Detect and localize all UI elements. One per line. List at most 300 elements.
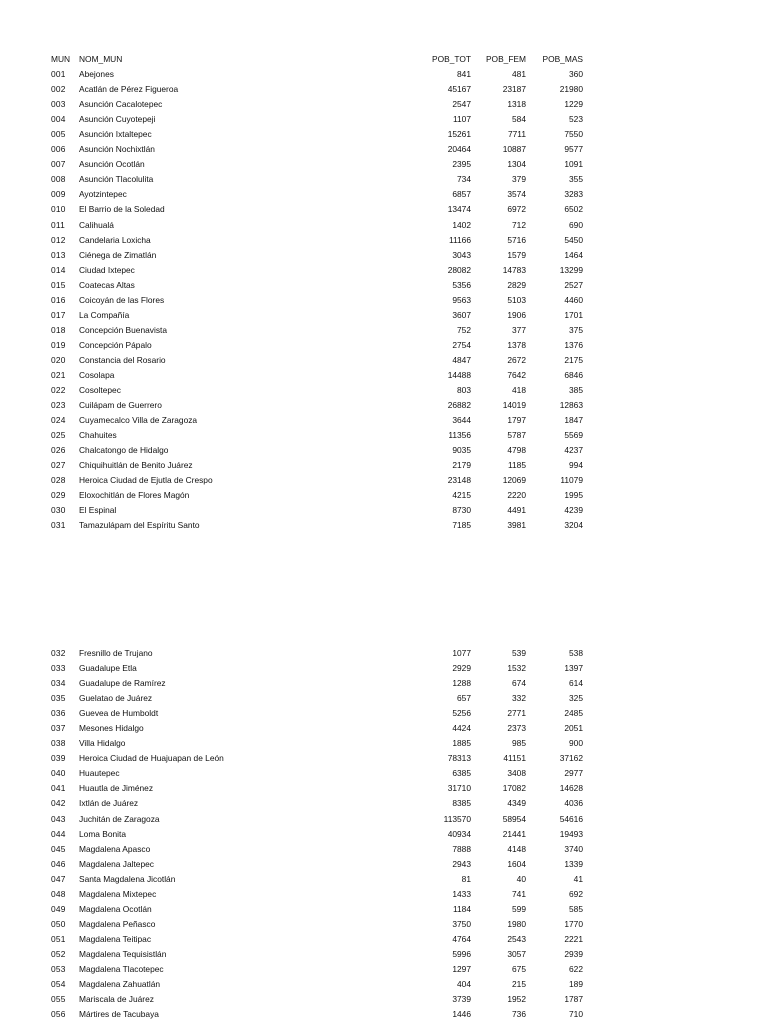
pob-tot-cell: 2179 bbox=[452, 460, 471, 471]
pob-fem-cell: 1304 bbox=[507, 159, 526, 170]
pob-mas-cell: 523 bbox=[569, 114, 583, 125]
pob-mas-cell: 2977 bbox=[564, 768, 583, 779]
pob-tot-cell: 3750 bbox=[452, 918, 471, 929]
table-row bbox=[51, 902, 583, 917]
pob-fem-cell: 674 bbox=[512, 678, 526, 689]
pob-fem-cell: 1378 bbox=[507, 339, 526, 350]
mun-code-cell: 040 bbox=[51, 768, 66, 779]
mun-code-cell: 043 bbox=[51, 813, 66, 824]
pob-mas-cell: 7550 bbox=[564, 129, 583, 140]
pob-fem-cell: 481 bbox=[512, 69, 526, 80]
pob-tot-cell: 4764 bbox=[452, 933, 471, 944]
mun-code-cell: 041 bbox=[51, 783, 66, 794]
pob-tot-cell: 6385 bbox=[452, 768, 471, 779]
pob-mas-cell: 355 bbox=[569, 174, 583, 185]
municipality-name-cell: Acatlán de Pérez Figueroa bbox=[79, 84, 179, 95]
mun-code-cell: 024 bbox=[51, 415, 66, 426]
table-row bbox=[51, 293, 583, 308]
pob-mas-cell: 9577 bbox=[564, 144, 583, 155]
pob-mas-cell: 2527 bbox=[564, 279, 583, 290]
pob-fem-cell: 5103 bbox=[507, 294, 526, 305]
pob-mas-cell: 12863 bbox=[559, 400, 583, 411]
pob-fem-cell: 12069 bbox=[502, 475, 526, 486]
pob-tot-cell: 28082 bbox=[447, 264, 471, 275]
municipality-name-cell: Coicoyán de las Flores bbox=[79, 294, 165, 305]
municipality-name-cell: Villa Hidalgo bbox=[79, 738, 126, 749]
pob-fem-cell: 985 bbox=[512, 738, 526, 749]
mun-code-cell: 023 bbox=[51, 400, 66, 411]
pob-tot-cell: 7888 bbox=[452, 843, 471, 854]
pob-tot-cell: 45167 bbox=[447, 84, 471, 95]
population-table-continued bbox=[51, 646, 583, 1022]
table-row bbox=[51, 781, 583, 796]
pob-tot-cell: 5256 bbox=[452, 708, 471, 719]
pob-tot-cell: 734 bbox=[457, 174, 471, 185]
table-row bbox=[51, 278, 583, 293]
municipality-name-cell: Constancia del Rosario bbox=[79, 354, 166, 365]
table-row bbox=[51, 67, 583, 82]
municipality-name-cell: Guadalupe Etla bbox=[79, 663, 137, 674]
table-row bbox=[51, 308, 583, 323]
municipality-name-cell: Guadalupe de Ramírez bbox=[79, 678, 166, 689]
pob-mas-cell: 1464 bbox=[564, 249, 583, 260]
municipality-name-cell: Huautepec bbox=[79, 768, 120, 779]
table-row bbox=[51, 443, 583, 458]
pob-tot-cell: 1184 bbox=[452, 903, 471, 914]
pob-fem-cell: 5716 bbox=[507, 234, 526, 245]
pob-mas-cell: 1397 bbox=[564, 663, 583, 674]
pob-fem-cell: 10887 bbox=[502, 144, 526, 155]
mun-code-cell: 011 bbox=[51, 219, 65, 230]
pob-fem-cell: 1797 bbox=[507, 415, 526, 426]
pob-tot-cell: 78313 bbox=[447, 753, 471, 764]
pob-mas-cell: 189 bbox=[569, 979, 583, 990]
municipality-name-cell: Mesones Hidalgo bbox=[79, 723, 144, 734]
municipality-name-cell: Magdalena Zahuatlán bbox=[79, 979, 161, 990]
mun-code-cell: 038 bbox=[51, 738, 66, 749]
municipality-name-cell: Coatecas Altas bbox=[79, 279, 135, 290]
pob-fem-cell: 14019 bbox=[502, 400, 526, 411]
pob-tot-cell: 1446 bbox=[452, 1009, 471, 1020]
municipality-name-cell: Asunción Tlacolulita bbox=[79, 174, 154, 185]
table-row bbox=[51, 473, 583, 488]
municipality-name-cell: Loma Bonita bbox=[79, 828, 127, 839]
table-row bbox=[51, 887, 583, 902]
pob-tot-cell: 657 bbox=[457, 693, 471, 704]
mun-code-cell: 027 bbox=[51, 460, 66, 471]
pob-tot-cell: 9035 bbox=[452, 445, 471, 456]
municipality-name-cell: Tamazulápam del Espíritu Santo bbox=[79, 520, 200, 531]
mun-code-cell: 016 bbox=[51, 294, 66, 305]
mun-code-cell: 054 bbox=[51, 979, 66, 990]
pob-fem-cell: 58954 bbox=[502, 813, 526, 824]
pob-tot-cell: 81 bbox=[461, 873, 471, 884]
table-row bbox=[51, 812, 583, 827]
pob-fem-cell: 1906 bbox=[507, 309, 526, 320]
mun-code-cell: 042 bbox=[51, 798, 66, 809]
mun-code-cell: 009 bbox=[51, 189, 66, 200]
municipality-name-cell: El Espinal bbox=[79, 505, 117, 516]
pob-tot-cell: 11356 bbox=[448, 430, 471, 441]
table-row bbox=[51, 706, 583, 721]
table-row bbox=[51, 413, 583, 428]
pob-mas-cell: 54616 bbox=[559, 813, 583, 824]
pob-tot-cell: 40934 bbox=[447, 828, 471, 839]
pob-tot-cell: 23148 bbox=[447, 475, 471, 486]
table-row bbox=[51, 202, 583, 217]
pob-mas-cell: 1376 bbox=[564, 339, 583, 350]
municipality-name-cell: Magdalena Tlacotepec bbox=[79, 963, 164, 974]
pob-mas-cell: 3283 bbox=[564, 189, 583, 200]
mun-code-cell: 039 bbox=[51, 753, 66, 764]
municipality-name-cell: Cosoltepec bbox=[79, 385, 121, 396]
pob-fem-cell: 21441 bbox=[502, 828, 526, 839]
table-row bbox=[51, 661, 583, 676]
pob-fem-cell: 7642 bbox=[507, 369, 526, 380]
mun-code-cell: 007 bbox=[51, 159, 66, 170]
pob-tot-cell: 1077 bbox=[452, 648, 471, 658]
pob-mas-cell: 1091 bbox=[564, 159, 583, 170]
pob-fem-cell: 1980 bbox=[507, 918, 526, 929]
pob-tot-cell: 2943 bbox=[452, 858, 471, 869]
pob-tot-cell: 7185 bbox=[452, 520, 471, 531]
municipality-name-cell: Heroica Ciudad de Ejutla de Crespo bbox=[79, 475, 213, 486]
pob-fem-cell: 2543 bbox=[507, 933, 526, 944]
pob-tot-cell: 1402 bbox=[452, 219, 471, 230]
table-row bbox=[51, 112, 583, 127]
pob-tot-cell: 15261 bbox=[447, 129, 471, 140]
pob-tot-cell: 2754 bbox=[452, 339, 471, 350]
pob-tot-cell: 3607 bbox=[452, 309, 471, 320]
table-row bbox=[51, 842, 583, 857]
table-row bbox=[51, 691, 583, 706]
pob-tot-cell: 1297 bbox=[452, 963, 471, 974]
pob-tot-cell: 20464 bbox=[447, 144, 471, 155]
pob-mas-cell: 1701 bbox=[564, 309, 583, 320]
mun-code-cell: 050 bbox=[51, 918, 66, 929]
municipality-name-cell: Mariscala de Juárez bbox=[79, 994, 154, 1005]
pob-mas-cell: 41 bbox=[573, 873, 583, 884]
pob-tot-cell: 113570 bbox=[443, 813, 471, 824]
table-row bbox=[51, 488, 583, 503]
municipality-name-cell: Chahuites bbox=[79, 430, 117, 441]
mun-code-cell: 048 bbox=[51, 888, 66, 899]
table-row bbox=[51, 827, 583, 842]
pob-tot-cell: 1288 bbox=[452, 678, 471, 689]
mun-code-cell: 014 bbox=[51, 264, 66, 275]
pob-mas-cell: 538 bbox=[569, 648, 583, 658]
table-row bbox=[51, 518, 583, 533]
mun-code-cell: 008 bbox=[51, 174, 66, 185]
pob-fem-cell: 599 bbox=[512, 903, 526, 914]
mun-code-cell: 019 bbox=[51, 339, 66, 350]
pob-fem-cell: 215 bbox=[512, 979, 526, 990]
pob-tot-cell: 5356 bbox=[452, 279, 471, 290]
pob-fem-cell: 584 bbox=[512, 114, 526, 125]
municipality-name-cell: Chalcatongo de Hidalgo bbox=[79, 445, 169, 456]
pob-tot-cell: 2395 bbox=[452, 159, 471, 170]
header-mun: MUN bbox=[51, 54, 71, 64]
pob-tot-cell: 14488 bbox=[447, 369, 471, 380]
municipality-name-cell: Magdalena Tequisistlán bbox=[79, 948, 167, 959]
table-row bbox=[51, 917, 583, 932]
mun-code-cell: 017 bbox=[51, 309, 66, 320]
municipality-name-cell: La Compañía bbox=[79, 309, 130, 320]
mun-code-cell: 020 bbox=[51, 354, 66, 365]
pob-mas-cell: 1787 bbox=[564, 994, 583, 1005]
municipality-name-cell: Concepción Buenavista bbox=[79, 324, 167, 335]
mun-code-cell: 046 bbox=[51, 858, 66, 869]
municipality-name-cell: Magdalena Peñasco bbox=[79, 918, 156, 929]
municipality-name-cell: Huautla de Jiménez bbox=[79, 783, 154, 794]
mun-code-cell: 021 bbox=[51, 369, 66, 380]
municipality-name-cell: Magdalena Teitipac bbox=[79, 933, 152, 944]
table-row bbox=[51, 766, 583, 781]
table-row bbox=[51, 503, 583, 518]
pob-fem-cell: 1952 bbox=[507, 994, 526, 1005]
pob-tot-cell: 5996 bbox=[452, 948, 471, 959]
mun-code-cell: 031 bbox=[51, 520, 66, 531]
municipality-name-cell: Chiquihuitlán de Benito Juárez bbox=[79, 460, 193, 471]
pob-mas-cell: 4237 bbox=[564, 445, 583, 456]
header-pob-mas: POB_MAS bbox=[542, 54, 583, 64]
table-row bbox=[51, 751, 583, 766]
mun-code-cell: 045 bbox=[51, 843, 66, 854]
table-body bbox=[51, 67, 583, 533]
pob-mas-cell: 614 bbox=[569, 678, 583, 689]
pob-mas-cell: 994 bbox=[569, 460, 583, 471]
municipality-name-cell: Ciudad Ixtepec bbox=[79, 264, 135, 275]
table-header-row bbox=[51, 52, 583, 67]
pob-mas-cell: 11079 bbox=[560, 475, 583, 486]
table-row bbox=[51, 962, 583, 977]
municipality-name-cell: Asunción Nochixtlán bbox=[79, 144, 155, 155]
pob-fem-cell: 7711 bbox=[507, 129, 526, 140]
table-row bbox=[51, 353, 583, 368]
table-row bbox=[51, 932, 583, 947]
pob-fem-cell: 5787 bbox=[507, 430, 526, 441]
municipality-name-cell: Fresnillo de Trujano bbox=[79, 648, 153, 658]
municipality-name-cell: Ayotzintepec bbox=[79, 189, 127, 200]
pob-tot-cell: 31710 bbox=[447, 783, 471, 794]
pob-tot-cell: 13474 bbox=[447, 204, 471, 215]
mun-code-cell: 052 bbox=[51, 948, 66, 959]
pob-tot-cell: 4215 bbox=[452, 490, 471, 501]
pob-mas-cell: 622 bbox=[569, 963, 583, 974]
pob-mas-cell: 13299 bbox=[559, 264, 583, 275]
pob-tot-cell: 3644 bbox=[452, 415, 471, 426]
pob-mas-cell: 2221 bbox=[564, 933, 583, 944]
pob-fem-cell: 17082 bbox=[502, 783, 526, 794]
pob-fem-cell: 539 bbox=[512, 648, 526, 658]
pob-fem-cell: 736 bbox=[512, 1009, 526, 1020]
municipality-name-cell: Cuyamecalco Villa de Zaragoza bbox=[79, 415, 198, 426]
pob-tot-cell: 8730 bbox=[452, 505, 471, 516]
pob-mas-cell: 692 bbox=[569, 888, 583, 899]
table-row bbox=[51, 233, 583, 248]
municipality-name-cell: El Barrio de la Soledad bbox=[79, 204, 165, 215]
pob-mas-cell: 6846 bbox=[564, 369, 583, 380]
pob-fem-cell: 3574 bbox=[507, 189, 526, 200]
municipality-name-cell: Mártires de Tacubaya bbox=[79, 1009, 159, 1020]
pob-tot-cell: 752 bbox=[457, 324, 471, 335]
pob-tot-cell: 26882 bbox=[447, 400, 471, 411]
pob-fem-cell: 741 bbox=[512, 888, 526, 899]
municipality-name-cell: Asunción Cuyotepeji bbox=[79, 114, 156, 125]
municipality-name-cell: Juchitán de Zaragoza bbox=[79, 813, 160, 824]
table-row bbox=[51, 218, 583, 233]
pob-mas-cell: 710 bbox=[569, 1009, 583, 1020]
mun-code-cell: 047 bbox=[51, 873, 66, 884]
pob-mas-cell: 37162 bbox=[559, 753, 583, 764]
pob-fem-cell: 3981 bbox=[507, 520, 526, 531]
pob-mas-cell: 2051 bbox=[564, 723, 583, 734]
mun-code-cell: 036 bbox=[51, 708, 66, 719]
header-pob-fem: POB_FEM bbox=[485, 54, 526, 64]
pob-fem-cell: 675 bbox=[512, 963, 526, 974]
mun-code-cell: 028 bbox=[51, 475, 66, 486]
pob-fem-cell: 1318 bbox=[507, 99, 526, 110]
municipality-name-cell: Santa Magdalena Jicotlán bbox=[79, 873, 176, 884]
mun-code-cell: 004 bbox=[51, 114, 66, 125]
pob-mas-cell: 3740 bbox=[564, 843, 583, 854]
mun-code-cell: 049 bbox=[51, 903, 66, 914]
table-row bbox=[51, 172, 583, 187]
table-row bbox=[51, 82, 583, 97]
municipality-name-cell: Cosolapa bbox=[79, 369, 115, 380]
pob-mas-cell: 5450 bbox=[564, 234, 583, 245]
mun-code-cell: 025 bbox=[51, 430, 66, 441]
pob-fem-cell: 1185 bbox=[507, 460, 526, 471]
pob-mas-cell: 385 bbox=[569, 385, 583, 396]
mun-code-cell: 010 bbox=[51, 204, 66, 215]
mun-code-cell: 035 bbox=[51, 693, 66, 704]
pob-tot-cell: 3739 bbox=[452, 994, 471, 1005]
pob-fem-cell: 4148 bbox=[507, 843, 526, 854]
mun-code-cell: 029 bbox=[51, 490, 66, 501]
table-row bbox=[51, 187, 583, 202]
table-row bbox=[51, 142, 583, 157]
mun-code-cell: 012 bbox=[51, 234, 66, 245]
municipality-name-cell: Ciénega de Zimatlán bbox=[79, 249, 157, 260]
pob-mas-cell: 4239 bbox=[564, 505, 583, 516]
pob-mas-cell: 1847 bbox=[564, 415, 583, 426]
municipality-name-cell: Asunción Ocotlán bbox=[79, 159, 145, 170]
population-table-page-1 bbox=[51, 52, 583, 534]
pob-mas-cell: 1339 bbox=[564, 858, 583, 869]
pob-fem-cell: 4491 bbox=[507, 505, 526, 516]
pob-fem-cell: 712 bbox=[512, 219, 526, 230]
pob-tot-cell: 3043 bbox=[452, 249, 471, 260]
pob-mas-cell: 4036 bbox=[564, 798, 583, 809]
pob-fem-cell: 379 bbox=[512, 174, 526, 185]
municipality-name-cell: Guevea de Humboldt bbox=[79, 708, 159, 719]
mun-code-cell: 022 bbox=[51, 385, 66, 396]
pob-tot-cell: 6857 bbox=[452, 189, 471, 200]
pob-fem-cell: 2829 bbox=[507, 279, 526, 290]
table-body bbox=[51, 646, 583, 1022]
pob-tot-cell: 841 bbox=[457, 69, 471, 80]
pob-fem-cell: 4349 bbox=[507, 798, 526, 809]
pob-tot-cell: 803 bbox=[457, 385, 471, 396]
pob-mas-cell: 19493 bbox=[559, 828, 583, 839]
pob-fem-cell: 6972 bbox=[507, 204, 526, 215]
pob-fem-cell: 418 bbox=[512, 385, 526, 396]
pob-fem-cell: 3408 bbox=[507, 768, 526, 779]
pob-mas-cell: 2485 bbox=[564, 708, 583, 719]
table-row bbox=[51, 127, 583, 142]
table-row bbox=[51, 992, 583, 1007]
mun-code-cell: 051 bbox=[51, 933, 66, 944]
mun-code-cell: 005 bbox=[51, 129, 66, 140]
table-row bbox=[51, 428, 583, 443]
municipality-name-cell: Guelatao de Juárez bbox=[79, 693, 153, 704]
pob-tot-cell: 4847 bbox=[452, 354, 471, 365]
pob-fem-cell: 2373 bbox=[507, 723, 526, 734]
municipality-name-cell: Concepción Pápalo bbox=[79, 339, 152, 350]
header-pob-tot: POB_TOT bbox=[432, 54, 471, 64]
pob-mas-cell: 375 bbox=[569, 324, 583, 335]
pob-fem-cell: 14783 bbox=[502, 264, 526, 275]
pob-mas-cell: 2175 bbox=[564, 354, 583, 365]
pob-tot-cell: 1433 bbox=[452, 888, 471, 899]
mun-code-cell: 056 bbox=[51, 1009, 66, 1020]
pob-mas-cell: 6502 bbox=[564, 204, 583, 215]
municipality-name-cell: Magdalena Mixtepec bbox=[79, 888, 157, 899]
pob-tot-cell: 2929 bbox=[452, 663, 471, 674]
pob-tot-cell: 404 bbox=[457, 979, 471, 990]
pob-fem-cell: 40 bbox=[516, 873, 526, 884]
municipality-name-cell: Candelaria Loxicha bbox=[79, 234, 151, 245]
pob-mas-cell: 1995 bbox=[564, 490, 583, 501]
pob-mas-cell: 4460 bbox=[564, 294, 583, 305]
mun-code-cell: 026 bbox=[51, 445, 66, 456]
mun-code-cell: 033 bbox=[51, 663, 66, 674]
table-row bbox=[51, 368, 583, 383]
table-row bbox=[51, 458, 583, 473]
pob-fem-cell: 3057 bbox=[507, 948, 526, 959]
pob-tot-cell: 2547 bbox=[452, 99, 471, 110]
pob-mas-cell: 14628 bbox=[559, 783, 583, 794]
pob-tot-cell: 4424 bbox=[452, 723, 471, 734]
municipality-name-cell: Asunción Cacalotepec bbox=[79, 99, 163, 110]
table-row bbox=[51, 398, 583, 413]
mun-code-cell: 055 bbox=[51, 994, 66, 1005]
pob-mas-cell: 325 bbox=[569, 693, 583, 704]
table-row bbox=[51, 676, 583, 691]
mun-code-cell: 037 bbox=[51, 723, 66, 734]
mun-code-cell: 013 bbox=[51, 249, 66, 260]
mun-code-cell: 018 bbox=[51, 324, 66, 335]
table-row bbox=[51, 338, 583, 353]
pob-tot-cell: 9563 bbox=[452, 294, 471, 305]
table-row bbox=[51, 857, 583, 872]
pob-mas-cell: 1770 bbox=[564, 918, 583, 929]
pob-fem-cell: 23187 bbox=[502, 84, 526, 95]
mun-code-cell: 030 bbox=[51, 505, 66, 516]
mun-code-cell: 034 bbox=[51, 678, 66, 689]
table-row bbox=[51, 323, 583, 338]
pob-tot-cell: 1107 bbox=[452, 114, 471, 125]
pob-mas-cell: 585 bbox=[569, 903, 583, 914]
table-row bbox=[51, 157, 583, 172]
mun-code-cell: 032 bbox=[51, 648, 66, 658]
table-row bbox=[51, 872, 583, 887]
pob-tot-cell: 8385 bbox=[452, 798, 471, 809]
table-row bbox=[51, 1007, 583, 1022]
pob-mas-cell: 2939 bbox=[564, 948, 583, 959]
municipality-name-cell: Magdalena Apasco bbox=[79, 843, 151, 854]
